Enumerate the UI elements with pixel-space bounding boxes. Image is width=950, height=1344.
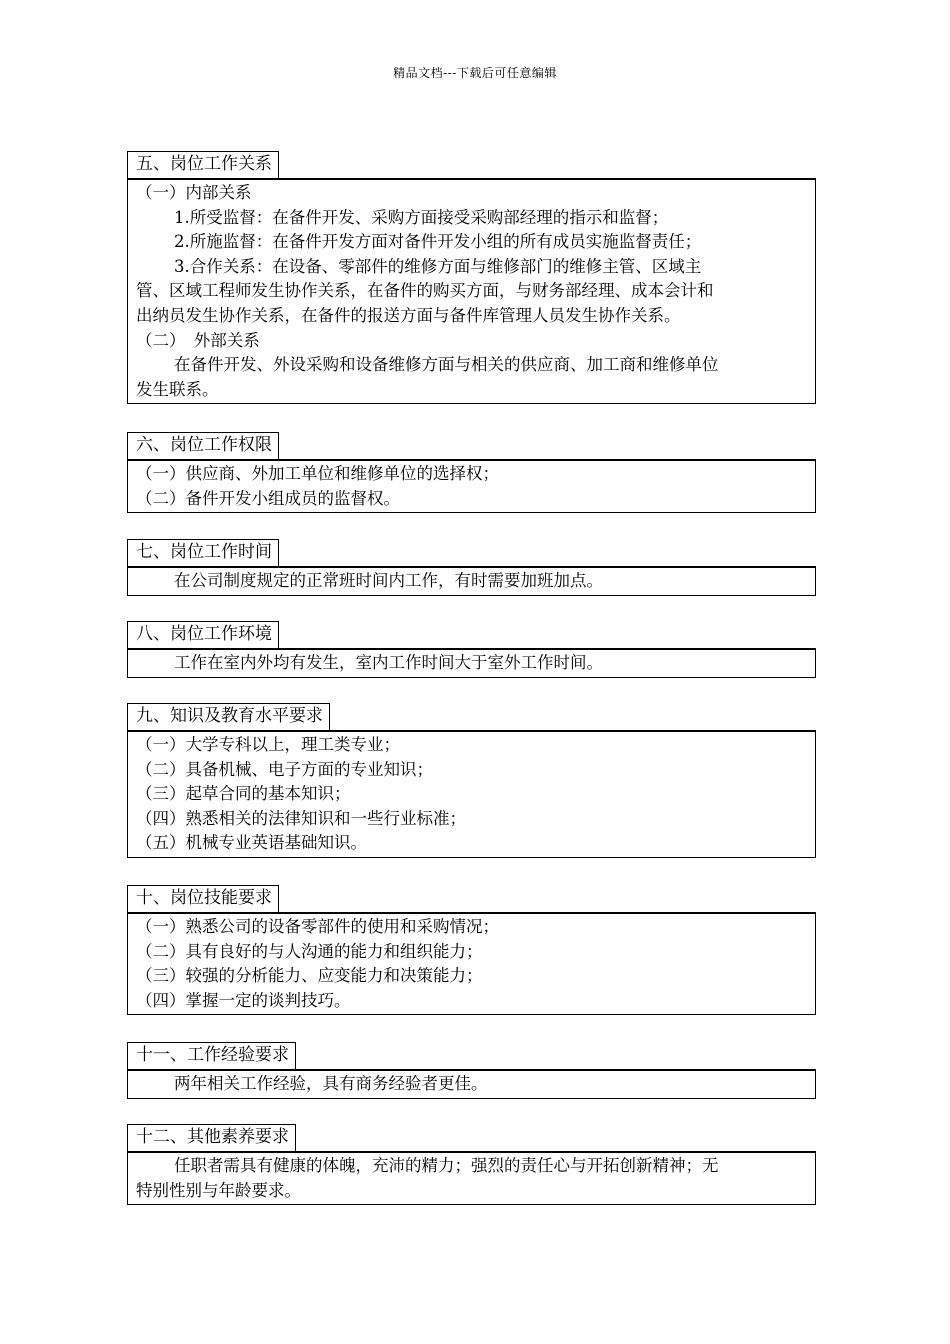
- section-skill-requirements: [127, 885, 816, 1015]
- section-experience-requirements: [127, 1042, 816, 1099]
- section-title: 九、知识及教育水平要求: [127, 703, 330, 730]
- body-line: 发生联系。: [136, 379, 219, 399]
- body-line: 1.所受监督：在备件开发、采购方面接受采购部经理的指示和监督；: [174, 207, 669, 227]
- body-line: （二）具备机械、电子方面的专业知识；: [136, 759, 433, 779]
- section-body: [127, 459, 816, 513]
- body-line: （一）熟悉公司的设备零部件的使用和采购情况；: [136, 917, 499, 936]
- body-line: 3.合作关系：在设备、零部件的维修方面与维修部门的维修主管、区域主: [174, 256, 702, 276]
- body-line: （四）掌握一定的谈判技巧。: [136, 990, 351, 1010]
- body-line: （二）具有良好的与人沟通的能力和组织能力；: [136, 941, 483, 961]
- section-title: 十、岗位技能要求: [127, 885, 279, 912]
- section-title: 五、岗位工作关系: [127, 151, 279, 178]
- section-body: [127, 1151, 816, 1205]
- body-line: 2.所施监督：在备件开发方面对备件开发小组的所有成员实施监督责任；: [174, 232, 702, 252]
- body-line: 特别性别与年龄要求。: [136, 1180, 301, 1200]
- section-title: 十一、工作经验要求: [127, 1042, 296, 1069]
- body-line: 在公司制度规定的正常班时间内工作，有时需要加班加点。: [174, 571, 603, 590]
- body-line: （三）起草合同的基本知识；: [136, 784, 351, 804]
- section-title: 八、岗位工作环境: [127, 621, 279, 648]
- section-body: [127, 648, 816, 678]
- body-line: 在备件开发、外设采购和设备维修方面与相关的供应商、加工商和维修单位: [174, 355, 719, 375]
- section-body: [127, 566, 816, 596]
- body-line: 工作在室内外均有发生，室内工作时间大于室外工作时间。: [174, 653, 603, 672]
- section-other-requirements: [127, 1124, 816, 1205]
- body-line: （五）机械专业英语基础知识。: [136, 833, 367, 853]
- section-title: 七、岗位工作时间: [127, 539, 279, 566]
- section-body: [127, 912, 816, 1015]
- section-education-requirements: [127, 703, 816, 858]
- body-line: （一）内部关系: [136, 183, 252, 202]
- section-job-relations: [127, 151, 816, 404]
- section-body: [127, 178, 816, 404]
- section-title: 六、岗位工作权限: [127, 432, 279, 459]
- body-line: 任职者需具有健康的体魄，充沛的精力；强烈的责任心与开拓创新精神；无: [174, 1156, 719, 1175]
- section-job-hours: [127, 539, 816, 596]
- body-line: （二）备件开发小组成员的监督权。: [136, 488, 400, 508]
- section-body: [127, 730, 816, 858]
- section-job-environment: [127, 621, 816, 678]
- body-line: （四）熟悉相关的法律知识和一些行业标准；: [136, 808, 466, 828]
- body-line: （一）大学专科以上，理工类专业；: [136, 735, 400, 754]
- body-line: 管、区域工程师发生协作关系，在备件的购买方面，与财务部经理、成本会计和: [136, 281, 714, 301]
- body-line: （二） 外部关系: [136, 330, 260, 350]
- body-line: 出纳员发生协作关系，在备件的报送方面与备件库管理人员发生协作关系。: [136, 305, 681, 325]
- page-header: 精品文档---下载后可任意编辑: [393, 66, 557, 80]
- body-line: 两年相关工作经验，具有商务经验者更佳。: [174, 1074, 488, 1093]
- section-job-authority: [127, 432, 816, 513]
- body-line: （一）供应商、外加工单位和维修单位的选择权；: [136, 464, 499, 483]
- section-title: 十二、其他素养要求: [127, 1124, 296, 1151]
- section-body: [127, 1069, 816, 1099]
- body-line: （三）较强的分析能力、应变能力和决策能力；: [136, 966, 483, 986]
